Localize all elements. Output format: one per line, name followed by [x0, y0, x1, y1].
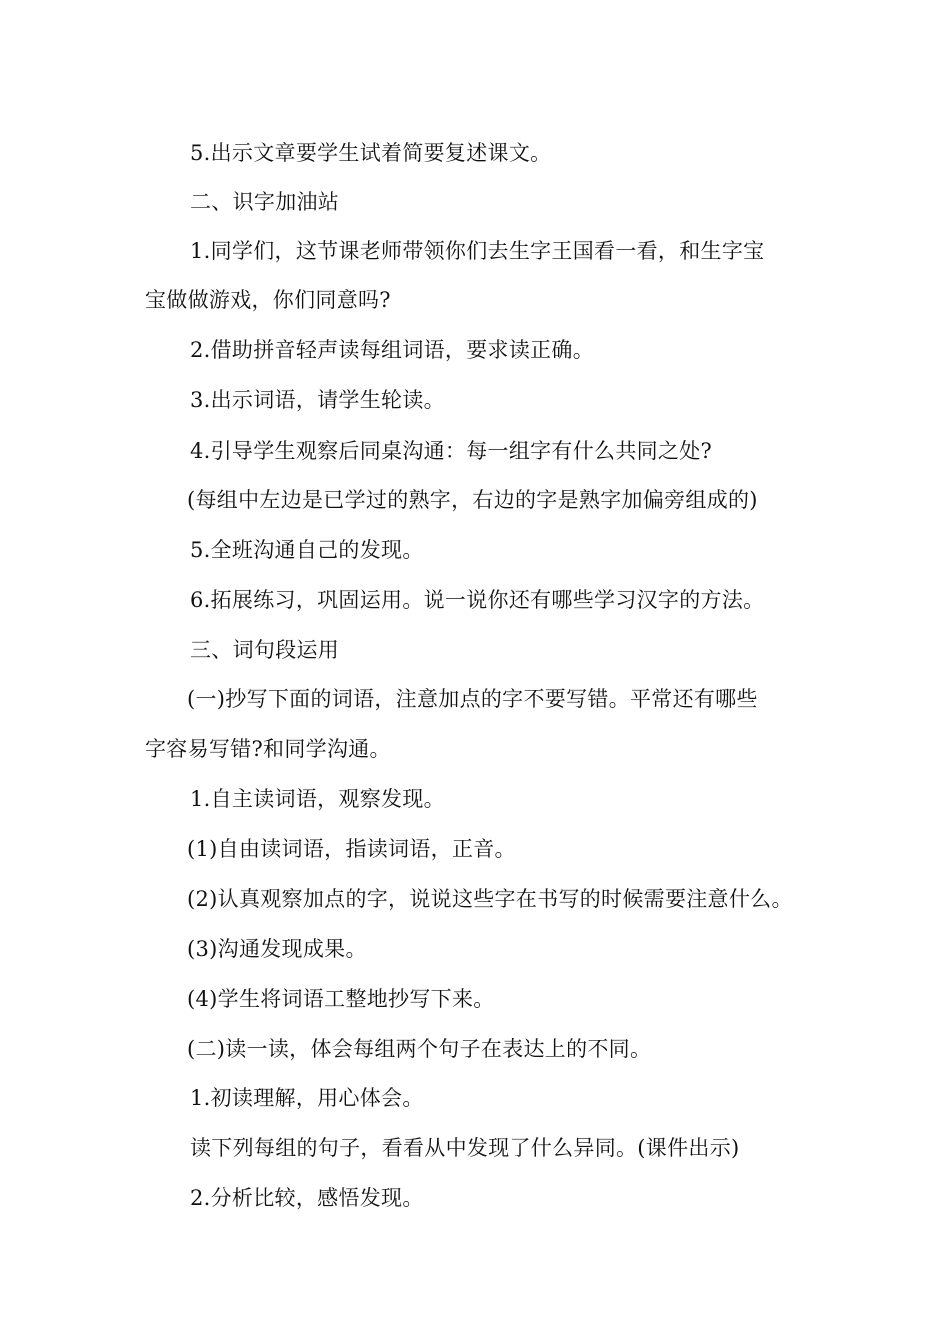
- paragraph-line: 2.借助拼音轻声读每组词语，要求读正确。: [190, 338, 595, 362]
- paragraph-line: 4.引导学生观察后同桌沟通：每一组字有什么共同之处?: [190, 439, 713, 463]
- paragraph-line: 读下列每组的句子，看看从中发现了什么异同。(课件出示): [190, 1136, 740, 1160]
- paragraph-line: (3)沟通发现成果。: [187, 937, 367, 961]
- paragraph-line: (4)学生将词语工整地抄写下来。: [187, 987, 495, 1011]
- section-heading: 二、识字加油站: [190, 190, 340, 214]
- paragraph-line: 1.自主读词语，观察发现。: [190, 787, 445, 811]
- paragraph-line: 字容易写错?和同学沟通。: [145, 737, 391, 761]
- paragraph-line: (二)读一读，体会每组两个句子在表达上的不同。: [187, 1037, 652, 1061]
- paragraph-line: 1.同学们，这节课老师带领你们去生字王国看一看，和生字宝: [190, 239, 765, 263]
- paragraph-line: 6.拓展练习，巩固运用。说一说你还有哪些学习汉字的方法。: [190, 588, 765, 612]
- paragraph-line: 宝做做游戏，你们同意吗?: [145, 288, 391, 312]
- paragraph-line: 1.初读理解，用心体会。: [190, 1086, 424, 1110]
- paragraph-line: (2)认真观察加点的字，说说这些字在书写的时候需要注意什么。: [187, 887, 793, 911]
- paragraph-line: 3.出示词语，请学生轮读。: [190, 388, 445, 412]
- paragraph-line: 5.出示文章要学生试着简要复述课文。: [190, 141, 552, 165]
- paragraph-line: 2.分析比较，感悟发现。: [190, 1186, 424, 1210]
- section-heading: 三、词句段运用: [190, 638, 340, 662]
- paragraph-line: 5.全班沟通自己的发现。: [190, 538, 424, 562]
- paragraph-line: (每组中左边是已学过的熟字，右边的字是熟字加偏旁组成的): [187, 488, 758, 512]
- paragraph-line: (1)自由读词语，指读词语，正音。: [187, 837, 516, 861]
- paragraph-line: (一)抄写下面的词语，注意加点的字不要写错。平常还有哪些: [187, 687, 758, 711]
